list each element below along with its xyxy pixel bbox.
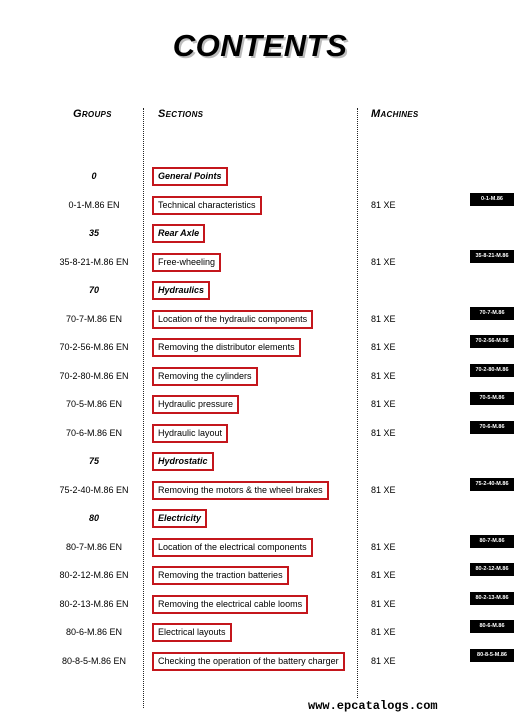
section-tab[interactable]: 80-8-5-M.86 (470, 649, 514, 662)
group-code: 75-2-40-M.86 EN (59, 484, 129, 495)
section-link[interactable]: Removing the motors & the wheel brakes (152, 481, 329, 500)
section-link[interactable]: Technical characteristics (152, 196, 262, 215)
section-tab[interactable]: 0-1-M.86 (470, 193, 514, 206)
section-row (0, 253, 520, 273)
machine-model: 81 XE (371, 570, 396, 580)
machine-model: 81 XE (371, 598, 396, 609)
machine-model: 81 XE (371, 342, 396, 352)
group-title-link[interactable]: Hydraulics (152, 281, 210, 300)
machine-model: 81 XE (371, 256, 396, 267)
section-row (0, 424, 520, 444)
group-code: 70 (88, 285, 99, 295)
section-row (0, 367, 520, 387)
group-code: 0-1-M.86 EN (68, 199, 120, 210)
page-title: CONTENTS (172, 28, 348, 63)
section-row (0, 481, 520, 501)
section-tab[interactable]: 70-6-M.86 (470, 421, 514, 434)
section-link[interactable]: Electrical layouts (152, 623, 232, 642)
machine-model: 81 XE (371, 199, 396, 210)
section-link[interactable]: Removing the electrical cable looms (152, 595, 308, 614)
section-link[interactable]: Removing the distributor elements (152, 338, 301, 357)
sections-header: Sections (158, 108, 204, 120)
group-row (0, 167, 520, 187)
section-tab[interactable]: 80-2-13-M.86 (470, 592, 514, 605)
section-tab[interactable]: 70-5-M.86 (470, 392, 514, 405)
machine-model: 81 XE (371, 313, 396, 324)
group-title-link[interactable]: Electricity (152, 509, 207, 528)
section-row (0, 538, 520, 558)
group-code: 80 (88, 513, 99, 523)
section-tab[interactable]: 70-2-56-M.86 (470, 335, 514, 348)
machines-header: Machines (371, 108, 419, 120)
section-row (0, 395, 520, 415)
groups-header: Groups (73, 108, 112, 120)
footer-url[interactable]: www.epcatalogs.com (308, 699, 438, 713)
group-code: 80-7-M.86 EN (65, 541, 123, 552)
machine-model: 81 XE (371, 427, 396, 438)
section-link[interactable]: Location of the electrical components (152, 538, 313, 557)
section-tab[interactable]: 75-2-40-M.86 (470, 478, 514, 491)
section-tab[interactable]: 80-2-12-M.86 (470, 563, 514, 576)
group-title-link[interactable]: General Points (152, 167, 228, 186)
machine-model: 81 XE (371, 484, 396, 495)
section-link[interactable]: Free-wheeling (152, 253, 221, 272)
group-code: 70-2-80-M.86 EN (59, 370, 129, 381)
section-row (0, 338, 520, 358)
group-row (0, 452, 520, 472)
section-tab[interactable]: 35-8-21-M.86 (470, 250, 514, 263)
section-row (0, 595, 520, 615)
section-row (0, 566, 520, 586)
group-title-link[interactable]: Hydrostatic (152, 452, 214, 471)
group-row (0, 509, 520, 529)
group-code: 35-8-21-M.86 EN (59, 256, 129, 267)
section-link[interactable]: Location of the hydraulic components (152, 310, 313, 329)
machine-model: 81 XE (371, 655, 396, 666)
section-row (0, 310, 520, 330)
section-link[interactable]: Removing the cylinders (152, 367, 258, 386)
section-link[interactable]: Checking the operation of the battery charger (152, 652, 345, 671)
group-code: 80-6-M.86 EN (65, 627, 123, 637)
machine-model: 81 XE (371, 370, 396, 381)
machine-model: 81 XE (371, 399, 396, 409)
group-code: 0 (91, 171, 97, 181)
group-code: 70-6-M.86 EN (65, 427, 123, 438)
section-row (0, 652, 520, 672)
section-link[interactable]: Hydraulic pressure (152, 395, 239, 414)
machine-model: 81 XE (371, 541, 396, 552)
group-title-link[interactable]: Rear Axle (152, 224, 205, 243)
group-row (0, 224, 520, 244)
section-row (0, 196, 520, 216)
group-code: 80-2-12-M.86 EN (59, 570, 129, 580)
section-link[interactable]: Removing the traction batteries (152, 566, 289, 585)
group-code: 80-2-13-M.86 EN (59, 598, 129, 609)
group-code: 75 (88, 456, 99, 466)
machine-model: 81 XE (371, 627, 396, 637)
group-row (0, 281, 520, 301)
group-code: 70-5-M.86 EN (65, 399, 123, 409)
group-code: 80-8-5-M.86 EN (61, 655, 127, 666)
section-tab[interactable]: 80-7-M.86 (470, 535, 514, 548)
section-tab[interactable]: 80-6-M.86 (470, 620, 514, 633)
group-code: 70-7-M.86 EN (65, 313, 123, 324)
section-row (0, 623, 520, 643)
section-link[interactable]: Hydraulic layout (152, 424, 228, 443)
section-tab[interactable]: 70-2-80-M.86 (470, 364, 514, 377)
group-code: 70-2-56-M.86 EN (59, 342, 129, 352)
group-code: 35 (88, 228, 99, 238)
section-tab[interactable]: 70-7-M.86 (470, 307, 514, 320)
